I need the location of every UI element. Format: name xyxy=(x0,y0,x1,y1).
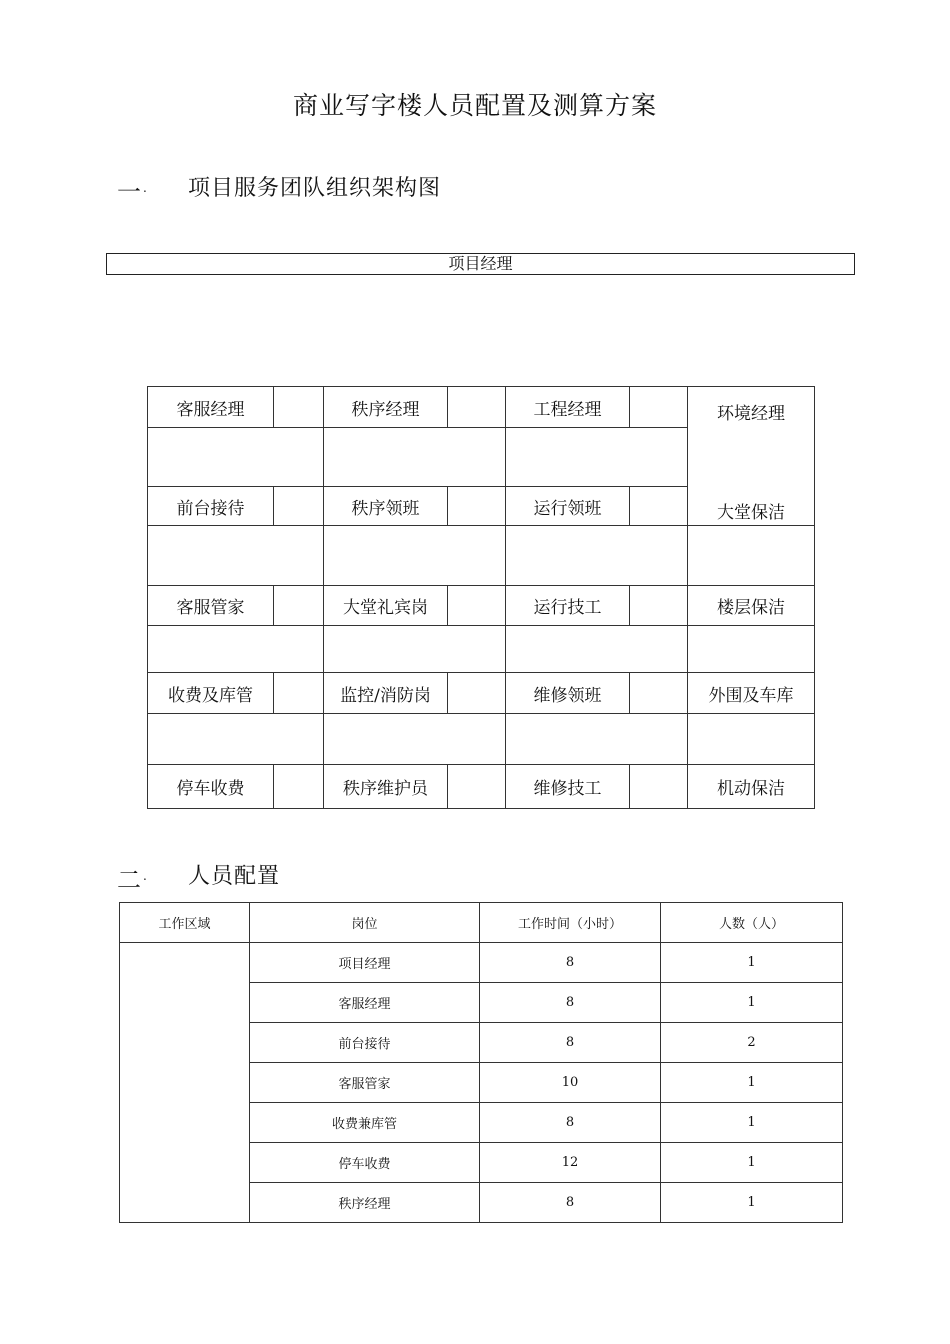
org-spacer xyxy=(448,673,506,714)
position-cell: 前台接待 xyxy=(250,1023,480,1063)
org-row xyxy=(148,673,815,714)
org-row xyxy=(148,765,815,809)
org-box: 秩序领班 xyxy=(324,487,448,526)
org-gap xyxy=(688,626,815,673)
org-gap xyxy=(148,526,324,586)
org-box: 停车收费 xyxy=(148,765,274,809)
org-box: 收费及库管 xyxy=(148,673,274,714)
org-gap xyxy=(324,526,506,586)
org-spacer xyxy=(274,586,324,626)
org-box: 大堂礼宾岗 xyxy=(324,586,448,626)
org-gap-row xyxy=(148,626,815,673)
section-2-dot: . xyxy=(143,869,147,883)
hours-cell: 10 xyxy=(480,1063,661,1103)
headcount-cell: 1 xyxy=(661,943,843,983)
org-gap xyxy=(324,428,506,487)
column-header-hours: 工作时间（小时） xyxy=(480,903,661,943)
position-cell: 项目经理 xyxy=(250,943,480,983)
org-box: 外围及车库 xyxy=(688,673,815,714)
org-box: 客服经理 xyxy=(148,387,274,428)
hours-cell: 8 xyxy=(480,1023,661,1063)
section-1-num: 一 xyxy=(117,178,141,206)
org-gap xyxy=(148,626,324,673)
org-box: 前台接待 xyxy=(148,487,274,526)
work-area-cell xyxy=(120,943,250,1223)
org-gap xyxy=(148,428,324,487)
org-spacer xyxy=(630,765,688,809)
column-header-position: 岗位 xyxy=(250,903,480,943)
org-spacer xyxy=(448,765,506,809)
org-spacer xyxy=(274,487,324,526)
headcount-cell: 1 xyxy=(661,1143,843,1183)
hours-cell: 8 xyxy=(480,1183,661,1223)
org-chart xyxy=(147,386,815,809)
org-spacer xyxy=(274,387,324,428)
section-2-number xyxy=(117,860,147,895)
org-spacer xyxy=(448,487,506,526)
section-1-dot: . xyxy=(143,181,147,195)
position-cell: 停车收费 xyxy=(250,1143,480,1183)
position-cell: 客服管家 xyxy=(250,1063,480,1103)
section-1-heading: 项目服务团队组织架构图 xyxy=(188,176,442,201)
column-header-headcount: 人数（人） xyxy=(661,903,843,943)
page-title: 商业写字楼人员配置及测算方案 xyxy=(292,91,657,120)
position-cell: 秩序经理 xyxy=(250,1183,480,1223)
headcount-cell: 1 xyxy=(661,983,843,1023)
org-box: 监控/消防岗 xyxy=(324,673,448,714)
org-spacer xyxy=(448,586,506,626)
section-1-number xyxy=(117,172,147,207)
org-gap xyxy=(688,714,815,765)
hours-cell: 8 xyxy=(480,1103,661,1143)
staffing-table xyxy=(119,902,843,1223)
section-2-heading: 人员配置 xyxy=(188,864,281,889)
org-spacer xyxy=(274,765,324,809)
headcount-cell: 1 xyxy=(661,1063,843,1103)
project-manager-box: 项目经理 xyxy=(106,253,855,275)
org-box: 客服管家 xyxy=(148,586,274,626)
org-box: 运行领班 xyxy=(506,487,630,526)
org-box-env-manager: 环境经理 xyxy=(717,404,785,424)
table-row xyxy=(120,943,843,983)
org-box: 机动保洁 xyxy=(688,765,815,809)
table-header-row xyxy=(120,903,843,943)
headcount-cell: 1 xyxy=(661,1183,843,1223)
org-box: 工程经理 xyxy=(506,387,630,428)
org-gap xyxy=(324,626,506,673)
org-gap xyxy=(506,526,688,586)
org-gap xyxy=(324,714,506,765)
org-box: 维修技工 xyxy=(506,765,630,809)
org-spacer xyxy=(630,673,688,714)
org-gap-row xyxy=(148,526,815,586)
org-gap-row xyxy=(148,714,815,765)
org-gap xyxy=(506,428,688,487)
org-gap xyxy=(148,714,324,765)
org-spacer xyxy=(630,387,688,428)
section-2-num: 二 xyxy=(117,866,141,894)
org-box-lobby-cleaning: 大堂保洁 xyxy=(717,503,785,523)
org-env-column xyxy=(688,387,815,526)
org-box: 秩序维护员 xyxy=(324,765,448,809)
org-row xyxy=(148,586,815,626)
org-spacer xyxy=(630,487,688,526)
org-spacer xyxy=(630,586,688,626)
org-row xyxy=(148,387,815,428)
hours-cell: 8 xyxy=(480,983,661,1023)
headcount-cell: 2 xyxy=(661,1023,843,1063)
headcount-cell: 1 xyxy=(661,1103,843,1143)
org-box: 秩序经理 xyxy=(324,387,448,428)
org-box: 运行技工 xyxy=(506,586,630,626)
column-header-area: 工作区域 xyxy=(120,903,250,943)
org-box: 楼层保洁 xyxy=(688,586,815,626)
position-cell: 客服经理 xyxy=(250,983,480,1023)
org-gap xyxy=(688,526,815,586)
org-spacer xyxy=(448,387,506,428)
hours-cell: 8 xyxy=(480,943,661,983)
position-cell: 收费兼库管 xyxy=(250,1103,480,1143)
org-spacer xyxy=(274,673,324,714)
org-box: 维修领班 xyxy=(506,673,630,714)
org-gap xyxy=(506,714,688,765)
org-gap xyxy=(506,626,688,673)
hours-cell: 12 xyxy=(480,1143,661,1183)
